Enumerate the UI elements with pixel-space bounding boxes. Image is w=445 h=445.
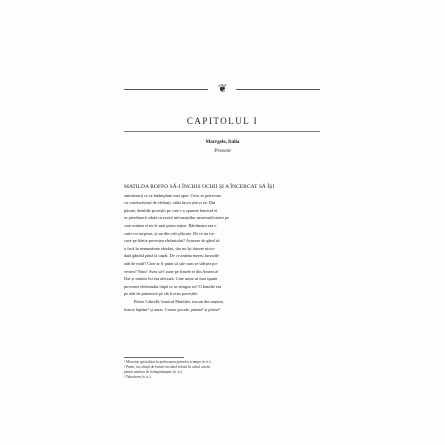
chapter-ornament <box>124 84 320 94</box>
text-line: Pietro Cabrelli, bunicul Matildei, toscan din naștere, <box>134 298 224 304</box>
text-line: Dar și mintea lui era afectată. Cine urma să mai spună <box>124 276 217 282</box>
text-line: păcate, detaliile poveștii pe care i-o spusese bunicul ei <box>124 207 218 213</box>
text-line: o facă în nenumărate rânduri, dar nu își dusese nicio- <box>124 245 216 251</box>
chapter-title: CAPITOLUL I <box>186 116 259 126</box>
text-line: cuse pe hârtie povestea elefantului? Avusese de gând să <box>124 238 220 244</box>
footnote: ¹ Meseriaș specializat în prelucrarea pietrelor scumpe (n. tr.). <box>124 360 212 364</box>
body-text <box>124 184 322 313</box>
text-line: cu conducătorul de elefanți, atâta lucru știa și ea. Din <box>124 200 216 206</box>
chapter-divider <box>124 131 320 132</box>
text-line: atât de mult? Cine ar fi putut să știe cum se sfârșea po- <box>124 260 219 266</box>
footnote: pentru anafura de la împărtășanie (n. tr.). <box>124 370 183 374</box>
fleuron-icon: ❦ <box>217 83 227 95</box>
text-line: dată gândul până la capăt. De ce amâna mereu lucrurile <box>124 253 220 259</box>
opening-line: MATILDA ROFFO SĂ-I ÎNCHIS OCHII ȘI A ÎNCERCAT SĂ ÎȘI <box>124 184 275 190</box>
text-line: care mintea ei nu le mai putea reține. Bătrânețea era o <box>124 222 217 228</box>
footnote: ³ Tabachere (n. tr.). <box>124 375 152 379</box>
text-line: pe atât de puternică pe cât îi erau poveștile. <box>124 291 199 297</box>
ornament-line-left <box>124 89 208 90</box>
text-line: cutie cu surprize, și nu din cele plăcute. De ce nu tre- <box>124 230 216 236</box>
epigraph-location: Marrgele, Italia <box>205 140 240 145</box>
text-line: se pierduseră odată cu restul informațiilor nesemnificative pe <box>124 215 230 221</box>
footnote: ² Paten, vas sfințit de formă circulară folosit în cultul catolic <box>124 365 211 369</box>
ornament-line-right <box>236 89 320 90</box>
footnote-rule <box>124 357 184 358</box>
chapter-epigraph <box>0 139 445 155</box>
paragraph-2 <box>124 298 322 313</box>
paragraph-1 <box>124 192 322 298</box>
text-line: vestea? Nino! Avea să-l sune pe fratele ei din America! <box>124 268 219 274</box>
text-line: amintească ce se întâmplase mai apoi. Ceva se petrecuse <box>124 192 222 198</box>
footnotes <box>124 357 322 380</box>
text-line: povestea elefantului după ce se stingea ea? O familie era <box>124 283 222 289</box>
text-line: fusese lapidar¹ și aurar. Crease pocale, patene² și pixise³ <box>124 306 220 312</box>
epigraph-time: Prezent <box>214 148 231 154</box>
